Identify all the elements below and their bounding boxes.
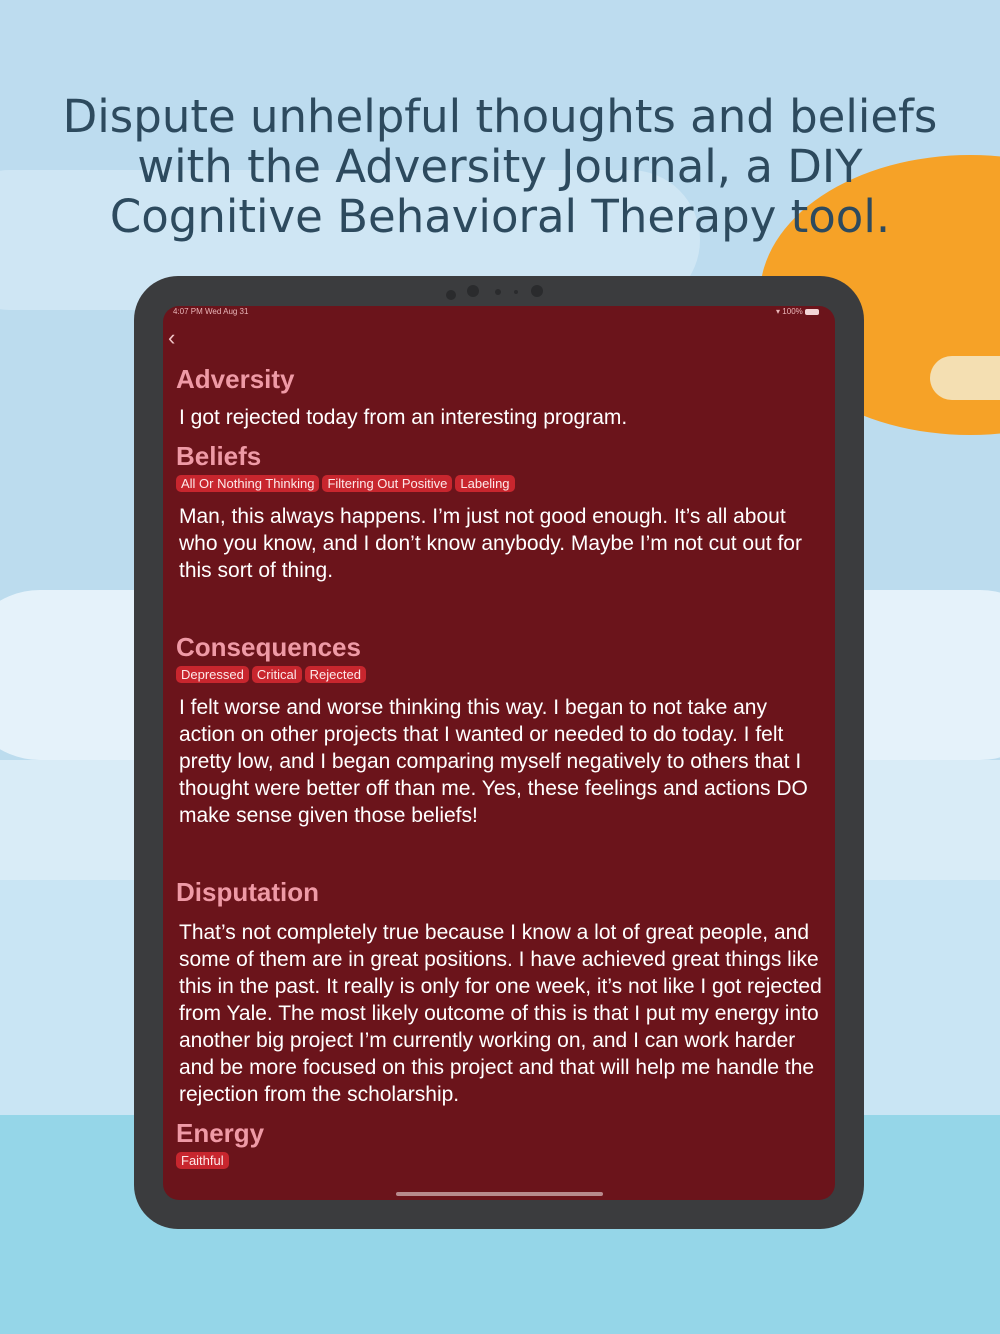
headline-line: Dispute unhelpful thoughts and beliefs xyxy=(62,90,938,143)
camera-dot xyxy=(495,289,501,295)
headline-line: with the Adversity Journal, a DIY xyxy=(137,140,863,193)
camera-dot xyxy=(467,285,479,297)
status-battery xyxy=(776,307,819,316)
wifi-icon: ▾ xyxy=(776,307,781,316)
camera-dot xyxy=(446,290,456,300)
consequence-tag[interactable]: Critical xyxy=(252,666,302,683)
camera-dot xyxy=(531,285,543,297)
headline-line: Cognitive Behavioral Therapy tool. xyxy=(109,190,891,243)
section-title: Disputation xyxy=(176,877,319,907)
section-title: Energy xyxy=(176,1118,265,1148)
status-bar xyxy=(173,307,825,319)
back-button[interactable] xyxy=(168,326,192,350)
section-title: Beliefs xyxy=(176,441,262,471)
section-text[interactable]: That’s not completely true because I know a lot of great people, and some of them are in great positions. I have achieved great things like this in the past. It really is only for one week, it’s not like I got rejected from Yale. The most likely outcome of this is that I put my energy into another big project I’m currently working on, and I can work harder and be more focused on this project and that will help me handle the rejection from the scholarship. xyxy=(179,921,822,1106)
belief-tag[interactable]: Filtering Out Positive xyxy=(322,475,452,492)
section-beliefs xyxy=(176,439,826,584)
belief-tag[interactable]: All Or Nothing Thinking xyxy=(176,475,319,492)
consequence-tag[interactable]: Depressed xyxy=(176,666,249,683)
section-title: Consequences xyxy=(176,632,361,662)
battery-icon xyxy=(805,309,819,315)
section-adversity xyxy=(176,362,826,431)
belief-tag[interactable]: Labeling xyxy=(455,475,514,492)
battery-percent: 100% xyxy=(782,307,803,316)
tag-list xyxy=(176,1152,826,1170)
camera-dot xyxy=(514,290,518,294)
journal-entry xyxy=(176,362,826,1170)
home-indicator[interactable] xyxy=(396,1192,603,1196)
status-time: 4:07 PM Wed Aug 31 xyxy=(173,307,249,316)
consequence-tag[interactable]: Rejected xyxy=(305,666,366,683)
section-text[interactable]: I felt worse and worse thinking this way. I began to not take any action on other projects that I wanted or needed to do today. I felt pretty low, and I began comparing myself negatively to others that I thought were better off than me. Yes, these feelings and actions DO make sense given those beliefs! xyxy=(179,696,808,827)
promo-headline xyxy=(60,92,940,242)
section-title: Adversity xyxy=(176,364,295,394)
tag-list xyxy=(176,475,826,493)
section-text[interactable]: Man, this always happens. I’m just not good enough. It’s all about who you know, and I don’t know anybody. Maybe I’m not cut out for this sort of thing. xyxy=(179,505,802,582)
section-energy xyxy=(176,1116,826,1170)
section-text[interactable]: I got rejected today from an interesting program. xyxy=(179,406,628,429)
app-screen xyxy=(163,306,835,1200)
section-disputation xyxy=(176,875,826,1108)
tag-list xyxy=(176,666,826,684)
energy-tag[interactable]: Faithful xyxy=(176,1152,229,1169)
tablet-frame xyxy=(134,276,864,1229)
section-consequences xyxy=(176,630,826,829)
chevron-left-icon: ‹ xyxy=(168,325,176,350)
